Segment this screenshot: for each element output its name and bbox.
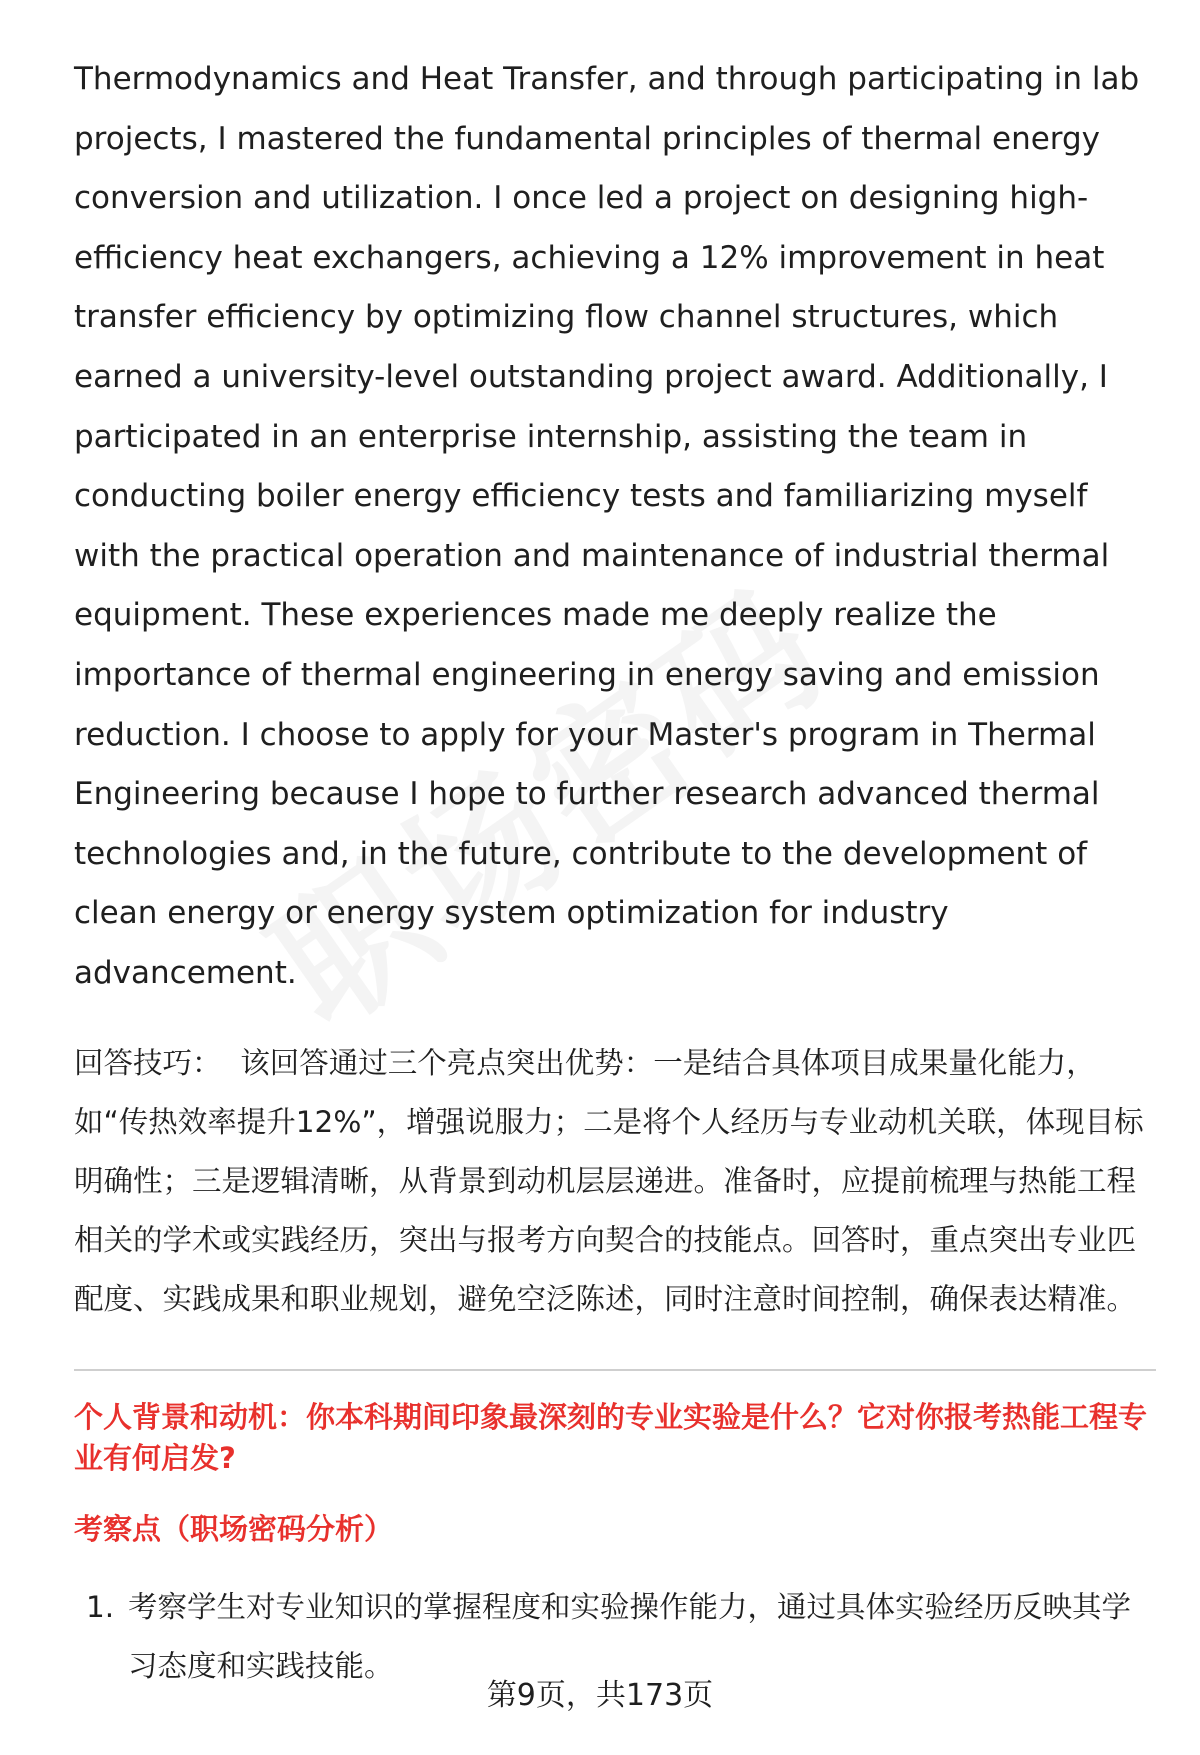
list-item-number: 1. bbox=[86, 1589, 115, 1624]
answer-paragraph: Thermodynamics and Heat Transfer, and through participating in lab projects, I mastered the fundamental principles of thermal energy conversion and utilization. I once led a project on designing high-efficiency heat exchangers, achieving a 12% improvement in heat transfer efficiency by optimizing flow channel structures, which earned a university-level outstanding project award. Additionally, I participated in an enterprise internship, assisting the team in conducting boiler energy efficiency tests and familiarizing myself with the practical operation and maintenance of industrial thermal equipment. These experiences made me deeply realize the importance of thermal engineering in energy saving and emission reduction. I choose to apply for your Master's program in Thermal Engineering because I hope to further research advanced thermal technologies and, in the future, contribute to the development of clean energy or energy system optimization for industry advancement. bbox=[74, 61, 1140, 991]
list-item-text: 考察学生对专业知识的掌握程度和实验操作能力，通过具体实验经历反映其学习态度和实践技能。 bbox=[128, 1589, 1132, 1683]
analysis-heading: 考察点（职场密码分析） bbox=[74, 1511, 394, 1546]
section-divider bbox=[74, 1369, 1156, 1371]
tip-text: 该回答通过三个亮点突出优势：一是结合具体项目成果量化能力，如“传热效率提升12%”，增强说服力；二是将个人经历与专业动机关联，体现目标明确性；三是逻辑清晰，从背景到动机层层递进。准备时，应提前梳理与热能工程相关的学术或实践经历，突出与报考方向契合的技能点。回答时，重点突出专业匹配度、实践成果和职业规划，避免空泛陈述，同时注意时间控制，确保表达精准。 bbox=[74, 1045, 1144, 1316]
tip-spacer bbox=[222, 1046, 241, 1080]
tip-label: 回答技巧： bbox=[74, 1045, 222, 1080]
question-heading: 个人背景和动机：你本科期间印象最深刻的专业实验是什么？它对你报考热能工程专业有何启发? bbox=[74, 1399, 1148, 1475]
page-number-footer: 第9页，共173页 bbox=[486, 1678, 714, 1713]
page-content bbox=[74, 50, 1156, 1712]
answer-tip bbox=[74, 1034, 1156, 1329]
